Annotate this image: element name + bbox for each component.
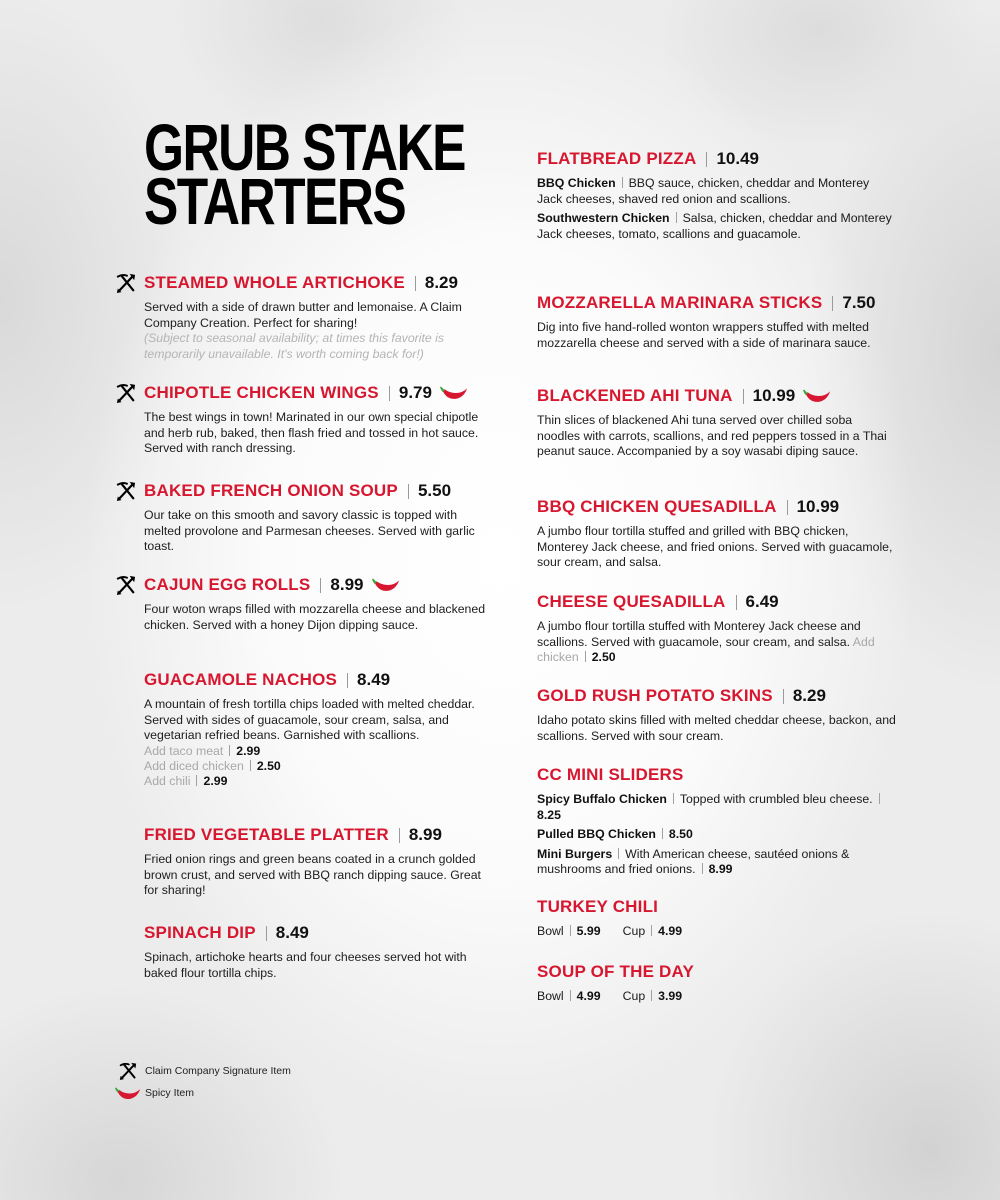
menu-item-flatbread-pizza bbox=[537, 148, 897, 242]
size-label: Bowl bbox=[537, 924, 564, 938]
page-title-line1: GRUB STAKE bbox=[144, 110, 465, 184]
divider bbox=[736, 595, 737, 610]
item-name: CHEESE QUESADILLA bbox=[537, 592, 726, 611]
item-description: Idaho potato skins filled with melted cheddar cheese, backon, and scallions. Served with sour cream. bbox=[537, 713, 896, 743]
menu-item-mozzarella-marinara-sticks bbox=[537, 292, 897, 351]
divider bbox=[389, 386, 390, 401]
item-name: FRIED VEGETABLE PLATTER bbox=[144, 825, 389, 844]
divider bbox=[196, 775, 197, 786]
divider bbox=[676, 212, 677, 223]
size-label: Bowl bbox=[537, 989, 564, 1003]
divider bbox=[347, 673, 348, 688]
divider bbox=[399, 828, 400, 843]
menu-item-steamed-whole-artichoke bbox=[115, 272, 495, 362]
item-name: FLATBREAD PIZZA bbox=[537, 149, 697, 168]
item-price: 8.49 bbox=[275, 923, 309, 942]
menu-item-cc-mini-sliders bbox=[537, 764, 897, 878]
legend-signature bbox=[115, 1060, 291, 1082]
size-options bbox=[537, 924, 897, 939]
item-price: 10.99 bbox=[796, 497, 840, 516]
item-description: A jumbo flour tortilla stuffed with Monterey Jack cheese and scallions. Served with guacamole, sour cream, and salsa. bbox=[537, 619, 861, 649]
menu-item-soup-of-the-day bbox=[537, 961, 897, 1004]
item-name: BBQ CHICKEN QUESADILLA bbox=[537, 497, 777, 516]
item-price: 8.49 bbox=[357, 670, 391, 689]
variant-description: Topped with crumbled bleu cheese. bbox=[679, 792, 873, 806]
legend-spicy-label: Spicy Item bbox=[145, 1087, 195, 1099]
item-name: BAKED FRENCH ONION SOUP bbox=[144, 481, 398, 500]
addon-taco-meat bbox=[144, 744, 495, 759]
item-price: 6.49 bbox=[745, 592, 779, 611]
item-description: Dig into five hand-rolled wonton wrappers stuffed with melted mozzarella cheese and served with a side of marinara sauce. bbox=[537, 320, 871, 350]
variant-label: BBQ Chicken bbox=[537, 176, 616, 190]
variant-mini-burgers bbox=[537, 847, 897, 878]
menu-item-turkey-chili bbox=[537, 896, 897, 939]
variant-spicy-buffalo-chicken bbox=[537, 792, 897, 823]
variant-description: With American cheese, sautéed onions & mushrooms and fried onions. bbox=[537, 846, 850, 876]
chili-pepper-icon bbox=[803, 388, 831, 404]
page-title bbox=[144, 110, 465, 238]
divider bbox=[743, 389, 744, 404]
item-name: MOZZARELLA MARINARA STICKS bbox=[537, 293, 823, 312]
item-description: Thin slices of blackened Ahi tuna served over chilled soba noodles with carrots, scallions, and red peppers tossed in a Thai peanut sauce. Accompanied by a soy wasabi diping sauce. bbox=[537, 413, 887, 458]
page-title-line2: STARTERS bbox=[144, 164, 406, 238]
pick-and-shovel-icon bbox=[115, 575, 137, 595]
addon-price: 2.50 bbox=[591, 650, 616, 664]
chili-pepper-icon bbox=[115, 1086, 141, 1101]
pick-and-shovel-icon bbox=[115, 1062, 141, 1080]
item-price: 10.99 bbox=[752, 386, 796, 405]
item-price: 8.29 bbox=[424, 273, 458, 292]
variant-description: Salsa, chicken, cheddar and Monterey Jack cheeses, tomato, scallions and guacamole. bbox=[537, 211, 892, 241]
item-price: 10.49 bbox=[716, 149, 759, 168]
item-name: CC MINI SLIDERS bbox=[537, 765, 684, 784]
addon-label: Add chicken bbox=[537, 634, 875, 664]
item-description: The best wings in town! Marinated in our own special chipotle and herb rub, baked, then flash fried and tossed in hot sauce. Served with ranch dressing. bbox=[144, 410, 479, 455]
chili-pepper-icon bbox=[372, 577, 400, 593]
item-description: Fried onion rings and green beans coated in a crunch golded brown crust, and served with BBQ ranch dipping sauce. Great for sharing! bbox=[144, 852, 481, 897]
menu-item-baked-french-onion-soup bbox=[115, 480, 495, 555]
addon-label: Add diced chicken bbox=[144, 758, 244, 773]
item-name: GOLD RUSH POTATO SKINS bbox=[537, 686, 773, 705]
size-price: 3.99 bbox=[658, 989, 683, 1003]
variant-pulled-bbq-chicken bbox=[537, 827, 897, 843]
item-price: 5.50 bbox=[417, 481, 452, 500]
addon-price: 2.99 bbox=[203, 773, 228, 788]
item-description: Four woton wraps filled with mozzarella cheese and blackened chicken. Served with a honey Dijon dipping sauce. bbox=[144, 602, 486, 632]
addon-label: Add chili bbox=[144, 773, 191, 788]
item-name: BLACKENED AHI TUNA bbox=[537, 386, 733, 405]
variant-southwestern-chicken bbox=[537, 211, 897, 242]
variant-bbq-chicken bbox=[537, 176, 897, 207]
addon-diced-chicken bbox=[144, 759, 495, 774]
menu-item-guacamole-nachos bbox=[115, 669, 495, 789]
item-description: A jumbo flour tortilla stuffed and grilled with BBQ chicken, Monterey Jack cheese, and fried onions. Served with guacamole, sour cream, and salsa. bbox=[537, 524, 893, 569]
divider bbox=[250, 760, 251, 771]
icon-legend bbox=[115, 1060, 291, 1104]
chili-pepper-icon bbox=[440, 385, 468, 401]
divider bbox=[229, 745, 230, 756]
item-description: Spinach, artichoke hearts and four cheeses served hot with baked flour tortilla chips. bbox=[144, 950, 467, 980]
menu-item-cajun-egg-rolls bbox=[115, 574, 495, 633]
item-price: 7.50 bbox=[842, 293, 876, 312]
menu-item-gold-rush-potato-skins bbox=[537, 685, 897, 744]
item-price: 8.99 bbox=[408, 825, 442, 844]
addon-price: 2.50 bbox=[256, 758, 281, 773]
item-name: SOUP OF THE DAY bbox=[537, 962, 694, 981]
variant-price: 8.50 bbox=[668, 827, 693, 841]
size-label: Cup bbox=[622, 989, 646, 1003]
legend-spicy bbox=[115, 1082, 291, 1104]
size-price: 4.99 bbox=[576, 989, 601, 1003]
divider bbox=[408, 484, 409, 499]
item-description: Our take on this smooth and savory classic is topped with melted provolone and Parmesan cheeses. Served with garlic toast. bbox=[144, 508, 475, 553]
divider bbox=[585, 651, 586, 662]
addon-price: 2.99 bbox=[236, 743, 261, 758]
menu-item-spinach-dip bbox=[115, 922, 495, 981]
menu-item-cheese-quesadilla bbox=[537, 591, 897, 666]
divider bbox=[706, 152, 707, 167]
pick-and-shovel-icon bbox=[115, 273, 137, 293]
item-name: CAJUN EGG ROLLS bbox=[144, 575, 311, 594]
menu-item-chipotle-chicken-wings bbox=[115, 382, 495, 457]
item-price: 8.29 bbox=[792, 686, 826, 705]
size-price: 5.99 bbox=[576, 924, 601, 938]
legend-signature-label: Claim Company Signature Item bbox=[145, 1065, 291, 1077]
divider bbox=[651, 925, 652, 936]
variant-label: Southwestern Chicken bbox=[537, 211, 670, 225]
variant-label: Mini Burgers bbox=[537, 846, 613, 861]
item-name: GUACAMOLE NACHOS bbox=[144, 670, 338, 689]
divider bbox=[662, 828, 663, 839]
menu-item-fried-vegetable-platter bbox=[115, 824, 495, 899]
menu-item-blackened-ahi-tuna bbox=[537, 385, 897, 460]
divider bbox=[320, 578, 321, 593]
item-name: TURKEY CHILI bbox=[537, 897, 659, 916]
item-note: (Subject to seasonal availability; at times this favorite is temporarily unavailable. It's worth coming back for!) bbox=[144, 331, 445, 361]
divider bbox=[266, 926, 267, 941]
menu-item-bbq-chicken-quesadilla bbox=[537, 496, 897, 571]
variant-label: Spicy Buffalo Chicken bbox=[537, 792, 667, 806]
addon-chili bbox=[144, 774, 495, 789]
divider bbox=[622, 177, 623, 188]
size-price: 4.99 bbox=[658, 924, 683, 938]
item-description: Served with a side of drawn butter and lemonaise. A Claim Company Creation. Perfect for sharing! bbox=[144, 300, 462, 330]
divider bbox=[570, 990, 571, 1001]
item-price: 9.79 bbox=[398, 383, 432, 402]
divider bbox=[673, 793, 674, 804]
divider bbox=[415, 276, 416, 291]
divider bbox=[651, 990, 652, 1001]
divider bbox=[787, 500, 788, 515]
size-label: Cup bbox=[622, 924, 646, 938]
item-description: A mountain of fresh tortilla chips loaded with melted cheddar. Served with sides of guacamole, sour cream, salsa, and vegetarian refried beans. Garnished with scallions. bbox=[144, 697, 475, 742]
variant-description: BBQ sauce, chicken, cheddar and Monterey Jack cheeses, shaved red onion and scallions. bbox=[537, 176, 870, 206]
pick-and-shovel-icon bbox=[115, 481, 137, 501]
divider bbox=[879, 793, 880, 804]
item-price: 8.99 bbox=[330, 575, 364, 594]
size-options bbox=[537, 989, 897, 1004]
divider bbox=[783, 689, 784, 704]
item-name: SPINACH DIP bbox=[144, 923, 256, 942]
addon-label: Add taco meat bbox=[144, 743, 224, 758]
variant-label: Pulled BBQ Chicken bbox=[537, 827, 656, 841]
divider bbox=[570, 925, 571, 936]
divider bbox=[832, 296, 833, 311]
divider bbox=[702, 863, 703, 874]
variant-price: 8.99 bbox=[708, 862, 733, 876]
pick-and-shovel-icon bbox=[115, 383, 137, 403]
variant-price: 8.25 bbox=[537, 807, 561, 822]
item-name: STEAMED WHOLE ARTICHOKE bbox=[144, 273, 405, 292]
item-description-block bbox=[537, 619, 897, 666]
item-name: CHIPOTLE CHICKEN WINGS bbox=[144, 383, 379, 402]
divider bbox=[618, 848, 619, 859]
